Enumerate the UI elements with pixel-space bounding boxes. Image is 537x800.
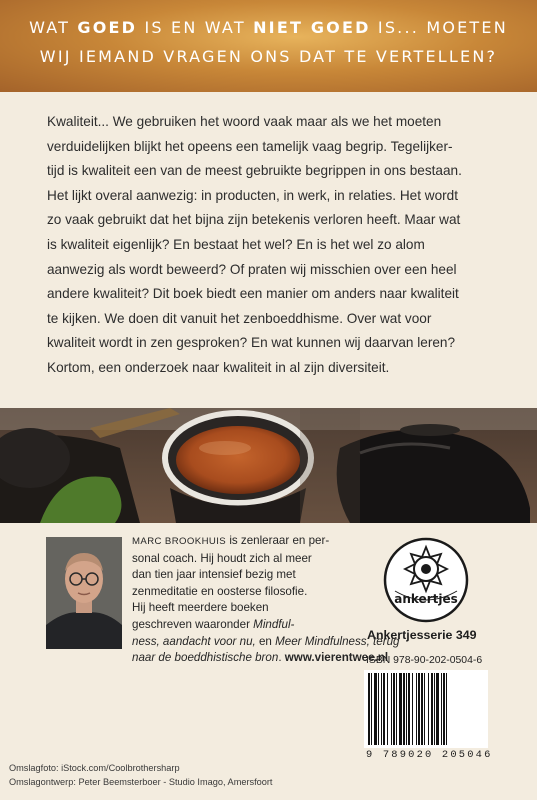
bio-line bbox=[132, 634, 400, 651]
ankertjes-logo-icon bbox=[381, 535, 471, 625]
barcode-bar bbox=[446, 673, 447, 745]
barcode-bars bbox=[364, 670, 488, 748]
blurb-line: verduidelijken blijkt het opeens een tamelijk vaag begrip. Tegelijker- bbox=[47, 138, 453, 154]
barcode-bar bbox=[428, 673, 429, 745]
barcode-bar bbox=[399, 673, 402, 745]
barcode-bar bbox=[391, 673, 392, 745]
blurb-line: aanwezig als wordt beweerd? Of praten wij misschien over een heel bbox=[47, 261, 457, 277]
bio-line: zenmeditatie en oosterse filosofie. bbox=[132, 584, 308, 598]
barcode-bar bbox=[374, 673, 377, 745]
barcode bbox=[364, 670, 488, 748]
header-bold-niet-goed: NIET GOED bbox=[253, 18, 371, 37]
barcode-bar bbox=[406, 673, 407, 745]
author-photo bbox=[46, 537, 122, 649]
header-text-part: WAT bbox=[29, 18, 78, 37]
barcode-bar bbox=[381, 673, 382, 745]
tea-photo-illustration bbox=[0, 408, 537, 523]
bio-text: . bbox=[278, 651, 285, 665]
barcode-bar bbox=[378, 673, 379, 745]
barcode-bar bbox=[441, 673, 442, 745]
book-title: Mindful- bbox=[253, 617, 295, 631]
series-label: Ankertjesserie 349 bbox=[367, 628, 477, 642]
blurb-line: kwaliteit wordt in zen gesproken? En wat kunnen wij daarvan leren? bbox=[47, 335, 456, 351]
bio-line bbox=[132, 617, 342, 634]
bio-line: sonal coach. Hij houdt zich al meer bbox=[132, 551, 312, 565]
barcode-bar bbox=[436, 673, 439, 745]
blurb-line: andere kwaliteit? Dit boek biedt een manier om anders naar kwaliteit bbox=[47, 286, 459, 302]
header-bold-goed: GOED bbox=[77, 18, 138, 37]
book-title: naar de boeddhistische bron bbox=[132, 651, 279, 665]
tea-photo bbox=[0, 408, 537, 523]
photo-credit: Omslagfoto: iStock.com/Coolbrothersharp bbox=[9, 763, 180, 773]
barcode-bar bbox=[368, 673, 370, 745]
bio-line: Hij heeft meerdere boeken bbox=[132, 601, 269, 615]
author-bio bbox=[132, 533, 400, 667]
ankertjes-logo bbox=[381, 535, 471, 625]
barcode-number: 9 789020 205046 bbox=[366, 749, 493, 761]
blurb-line: Kortom, een onderzoek naar kwaliteit in al zijn diversiteit. bbox=[47, 359, 390, 375]
blurb-line: tijd is kwaliteit een van de meest gebruikte begrippen in ons bestaan. bbox=[47, 163, 462, 179]
barcode-bar bbox=[412, 673, 413, 745]
barcode-bar bbox=[371, 673, 372, 745]
bio-line: dan tien jaar intensief bezig met bbox=[132, 568, 296, 582]
bio-text: is zenleraar en per- bbox=[226, 534, 330, 547]
header-line-2: WIJ IEMAND VRAGEN ONS DAT TE VERTELLEN? bbox=[39, 47, 498, 66]
barcode-bar bbox=[416, 673, 417, 745]
blurb-line: zo vaak gebruikt dat het bijna zijn betekenis verloren heeft. Maar wat bbox=[47, 212, 461, 228]
barcode-bar bbox=[443, 673, 445, 745]
bio-line bbox=[132, 650, 389, 667]
design-credit: Omslagontwerp: Peter Beemsterboer - Studio Imago, Amersfoort bbox=[9, 777, 273, 787]
book-title: Meer Mindfulness, terug bbox=[275, 634, 400, 648]
barcode-bar bbox=[387, 673, 388, 745]
barcode-bar bbox=[418, 673, 420, 745]
header-text-part: IS... MOETEN bbox=[370, 18, 508, 37]
blurb-line: is kwaliteit eigenlijk? En bestaat het wel? En is het wel zo alom bbox=[47, 236, 425, 252]
barcode-bar bbox=[424, 673, 425, 745]
author-portrait bbox=[46, 537, 122, 649]
barcode-bar bbox=[403, 673, 405, 745]
bio-line bbox=[132, 533, 342, 551]
website-link[interactable]: www.vierentwee.nl bbox=[284, 651, 389, 665]
cover-credits bbox=[9, 761, 273, 789]
barcode-bar bbox=[393, 673, 395, 745]
blurb-line: Het lijkt overal aanwezig: in producten, in werk, in relaties. Het wordt bbox=[47, 187, 459, 203]
blurb-line: te kijken. We doen dit vanuit het zenboeddhisme. Over wat voor bbox=[47, 310, 432, 326]
barcode-bar bbox=[408, 673, 410, 745]
blurb-text bbox=[47, 110, 499, 381]
header-line-1 bbox=[0, 18, 537, 37]
isbn-text: ISBN 978-90-202-0504-6 bbox=[366, 655, 483, 666]
cover-header-band bbox=[0, 0, 537, 92]
logo-text: ankertjes bbox=[394, 592, 458, 606]
bio-text: geschreven waaronder bbox=[132, 617, 254, 631]
barcode-bar bbox=[396, 673, 397, 745]
bio-text: en bbox=[255, 634, 276, 648]
barcode-bar bbox=[421, 673, 423, 745]
blurb-line: Kwaliteit... We gebruiken het woord vaak maar als we het moeten bbox=[47, 114, 442, 129]
barcode-bar bbox=[434, 673, 435, 745]
barcode-bar bbox=[383, 673, 385, 745]
book-title: ness, aandacht voor nu, bbox=[132, 634, 256, 648]
author-name: MARC BROOKHUIS bbox=[132, 536, 227, 547]
barcode-bar bbox=[431, 673, 433, 745]
header-text-part: IS EN WAT bbox=[137, 18, 254, 37]
